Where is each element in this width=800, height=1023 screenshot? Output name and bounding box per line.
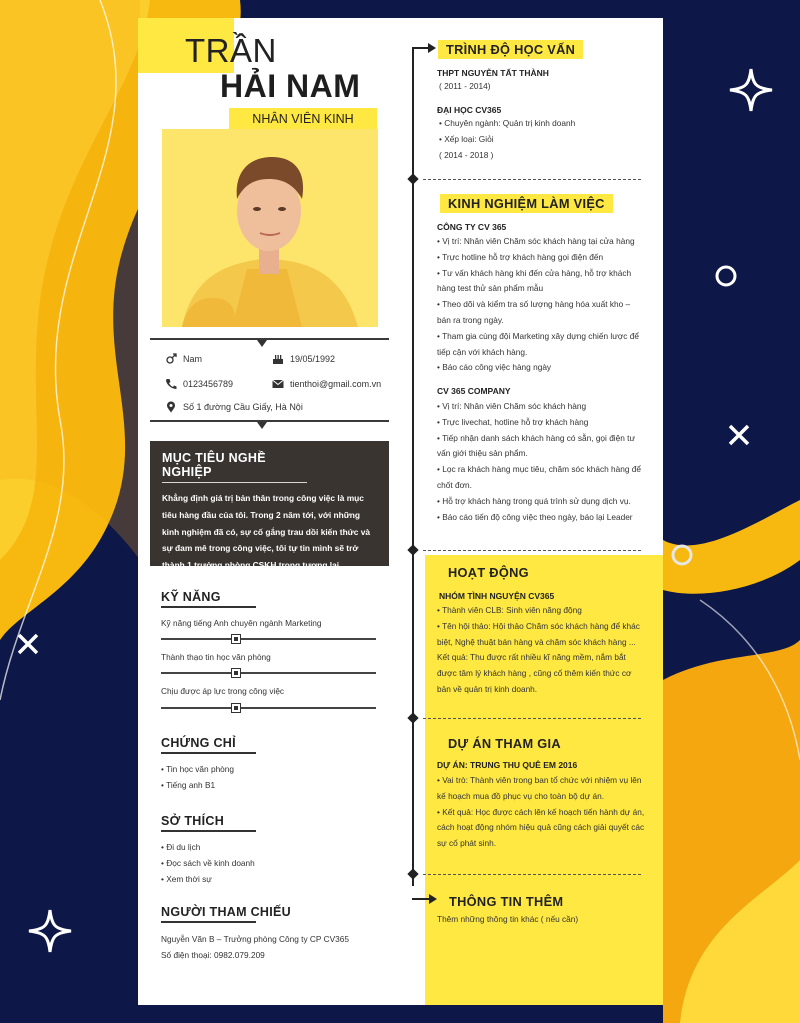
birthday-value: 19/05/1992 <box>290 354 336 364</box>
timeline-connector <box>412 47 428 49</box>
timeline-connector <box>412 898 430 900</box>
divider <box>150 420 389 422</box>
phone-icon <box>165 378 177 390</box>
hobbies-list <box>161 839 255 887</box>
career-goal-title: MỤC TIÊU NGHỀ NGHIỆP <box>162 451 307 483</box>
skills-underline <box>161 606 256 608</box>
activities-title: HOẠT ĐỘNG <box>448 565 529 580</box>
skills-title: KỸ NĂNG <box>161 590 221 604</box>
list-item: • Tư vấn khách hàng khi đến cửa hàng, hỗ trợ khách hàng test thử sản phẩm mẫu <box>437 267 632 294</box>
location-pin-icon <box>165 401 177 413</box>
sparkle-icon <box>27 908 73 954</box>
profile-photo <box>162 129 378 327</box>
email-icon <box>272 378 284 390</box>
divider <box>150 338 389 340</box>
first-name: TRẦN <box>185 32 277 69</box>
section-divider <box>423 874 641 875</box>
divider-arrow <box>257 340 267 347</box>
skill-label: Thành thạo tin học văn phòng <box>161 652 271 662</box>
more-info-title: THÔNG TIN THÊM <box>449 894 564 909</box>
last-name: HẢI NAM <box>220 68 361 104</box>
activity-details <box>437 603 645 698</box>
address-value: Số 1 đường Cầu Giấy, Hà Nội <box>183 402 303 412</box>
email-value: tienthoi@gmail.com.vn <box>290 379 382 389</box>
gender-icon <box>165 353 177 365</box>
education-details <box>439 116 575 163</box>
list-item: • Kết quả: Học được cách lên kế hoạch tiến hành dự án, cách hoạt động nhóm hiệu quả cũng cách giải quyết các sự cố phát sinh. <box>437 806 645 849</box>
section-divider <box>423 718 641 719</box>
skill-level-knob <box>232 669 240 677</box>
list-item: • Xem thời sự <box>161 874 212 884</box>
list-item: • Báo cáo công việc hàng ngày <box>437 362 552 373</box>
circle-icon <box>714 264 738 288</box>
timeline-node <box>407 868 418 879</box>
list-item: • Hỗ trợ khách hàng trong quá trình sử dụng dịch vụ. <box>437 495 631 506</box>
references-text <box>161 931 349 963</box>
list-item: • Tin học văn phòng <box>161 764 235 774</box>
list-item: • Tiếng anh B1 <box>161 780 216 790</box>
list-item: • Vai trò: Thành viên trong ban tổ chức với nhiệm vụ lên kế hoạch mua đồ phục vụ cho toàn bộ dự án. <box>437 775 642 801</box>
activity-result: Kết quả: Thu được rất nhiều kĩ năng mềm, nắm bắt được tâm lý khách hàng , cũng cố thêm kiến thức cơ bản về quản trị kinh doanh. <box>437 652 632 694</box>
school-name: ĐẠI HỌC CV365 <box>437 105 502 115</box>
list-item: • Tiếp nhận danh sách khách hàng có sẵn, gọi điện tư vấn giới thiệu sản phẩm. <box>437 432 636 459</box>
list-item: • Lọc ra khách hàng mục tiêu, chăm sóc khách hàng để chốt đơn. <box>437 464 642 490</box>
projects-title: DỰ ÁN THAM GIA <box>448 736 561 751</box>
address-info <box>165 401 303 413</box>
certificates-underline <box>161 752 256 754</box>
career-goal-box <box>150 441 389 571</box>
skill-bar <box>161 707 376 709</box>
cross-icon <box>727 423 751 447</box>
phone-value: 0123456789 <box>183 379 234 389</box>
list-item: • Trực hotline hỗ trợ khách hàng gọi điện đến <box>437 251 604 262</box>
phone-info <box>165 378 233 390</box>
hobbies-title: SỞ THÍCH <box>161 814 225 828</box>
skill-bar <box>161 638 376 640</box>
activity-group: NHÓM TÌNH NGUYỆN CV365 <box>439 591 555 601</box>
school-years: ( 2014 - 2018 ) <box>439 149 494 160</box>
timeline-node <box>407 712 418 723</box>
list-item: • Xếp loại: Giỏi <box>439 133 494 144</box>
section-divider <box>423 550 641 551</box>
skill-label: Kỹ năng tiếng Anh chuyên ngành Marketing <box>161 618 322 628</box>
school-years: ( 2011 - 2014) <box>439 81 491 91</box>
gender-info <box>165 353 202 365</box>
list-item: • Vị trí: Nhân viên Chăm sóc khách hàng tại cửa hàng <box>437 236 635 246</box>
circle-icon <box>670 543 694 567</box>
job-title: NHÂN VIÊN KINH <box>229 108 377 130</box>
timeline-node <box>407 544 418 555</box>
education-title: TRÌNH ĐỘ HỌC VẤN <box>438 40 583 59</box>
hobbies-underline <box>161 830 256 832</box>
skill-level-knob <box>232 704 240 712</box>
cross-icon <box>16 632 40 656</box>
list-item: • Tên hội thảo: Hội thảo Chăm sóc khách hàng để khác biệt, Nghệ thuật bán hàng và chăm sóc khách hàng ... <box>437 620 640 647</box>
certificates-list <box>161 761 234 793</box>
company-name: CÔNG TY CV 365 <box>437 222 507 232</box>
email-info <box>272 378 381 390</box>
more-info-text: Thêm những thông tin khác ( nếu cần) <box>437 914 579 924</box>
list-item: • Tham gia cùng đội Marketing xây dựng chiến lược để tiếp cận với khách hàng. <box>437 330 639 357</box>
references-underline <box>161 921 256 923</box>
list-item: • Trực livechat, hotline hỗ trợ khách hàng <box>437 416 589 427</box>
list-item: • Đọc sách về kinh doanh <box>161 858 255 868</box>
experience-title: KINH NGHIỆM LÀM VIỆC <box>440 194 613 213</box>
school-name: THPT NGUYỄN TẤT THÀNH <box>437 68 549 78</box>
divider-arrow <box>257 422 267 429</box>
references-title: NGƯỜI THAM CHIẾU <box>161 905 291 919</box>
skill-level-knob <box>232 635 240 643</box>
cake-icon <box>272 353 284 365</box>
project-name: DỰ ÁN: TRUNG THU QUÊ EM 2016 <box>437 760 578 770</box>
list-item: • Chuyên ngành: Quản trị kinh doanh <box>439 118 576 128</box>
reference-phone: Số điện thoại: 0982.079.209 <box>161 950 265 960</box>
company-duties <box>437 234 645 376</box>
skill-label: Chịu được áp lực trong công việc <box>161 686 285 696</box>
birthday-info <box>272 353 335 365</box>
list-item: • Thành viên CLB: Sinh viên năng động <box>437 605 582 615</box>
list-item: • Vị trí: Nhân viên Chăm sóc khách hàng <box>437 401 587 411</box>
timeline-arrow <box>428 43 436 53</box>
timeline-node <box>407 173 418 184</box>
section-divider <box>423 179 641 180</box>
skill-bar <box>161 672 376 674</box>
list-item: • Theo dõi và kiểm tra số lượng hàng hóa xuất kho – bán ra trong ngày. <box>437 299 631 325</box>
timeline-arrow <box>429 894 437 904</box>
gender-value: Nam <box>183 354 203 364</box>
career-goal-text: Khẳng định giá trị bản thân trong công việc là mục tiêu hàng đầu của tôi. Trong 2 năm tới, với những kinh nghiệm đã có, sự cố gắng trau dồi kiến thức và sự đam mê trong công việc, tôi tự tin mình sẽ trở thành 1 trưởng phòng CSKH trong tương lai. <box>162 493 371 571</box>
list-item: • Đi du lịch <box>161 842 201 852</box>
company-name: CV 365 COMPANY <box>437 386 511 396</box>
sparkle-icon <box>728 67 774 113</box>
company-duties <box>437 399 645 525</box>
reference-line: Nguyễn Văn B – Trưởng phòng Công ty CP CV365 <box>161 934 349 944</box>
project-details <box>437 773 645 852</box>
certificates-title: CHỨNG CHỈ <box>161 736 236 750</box>
list-item: • Báo cáo tiến độ công việc theo ngày, báo lại Leader <box>437 511 633 522</box>
resume-paper <box>138 18 663 1005</box>
